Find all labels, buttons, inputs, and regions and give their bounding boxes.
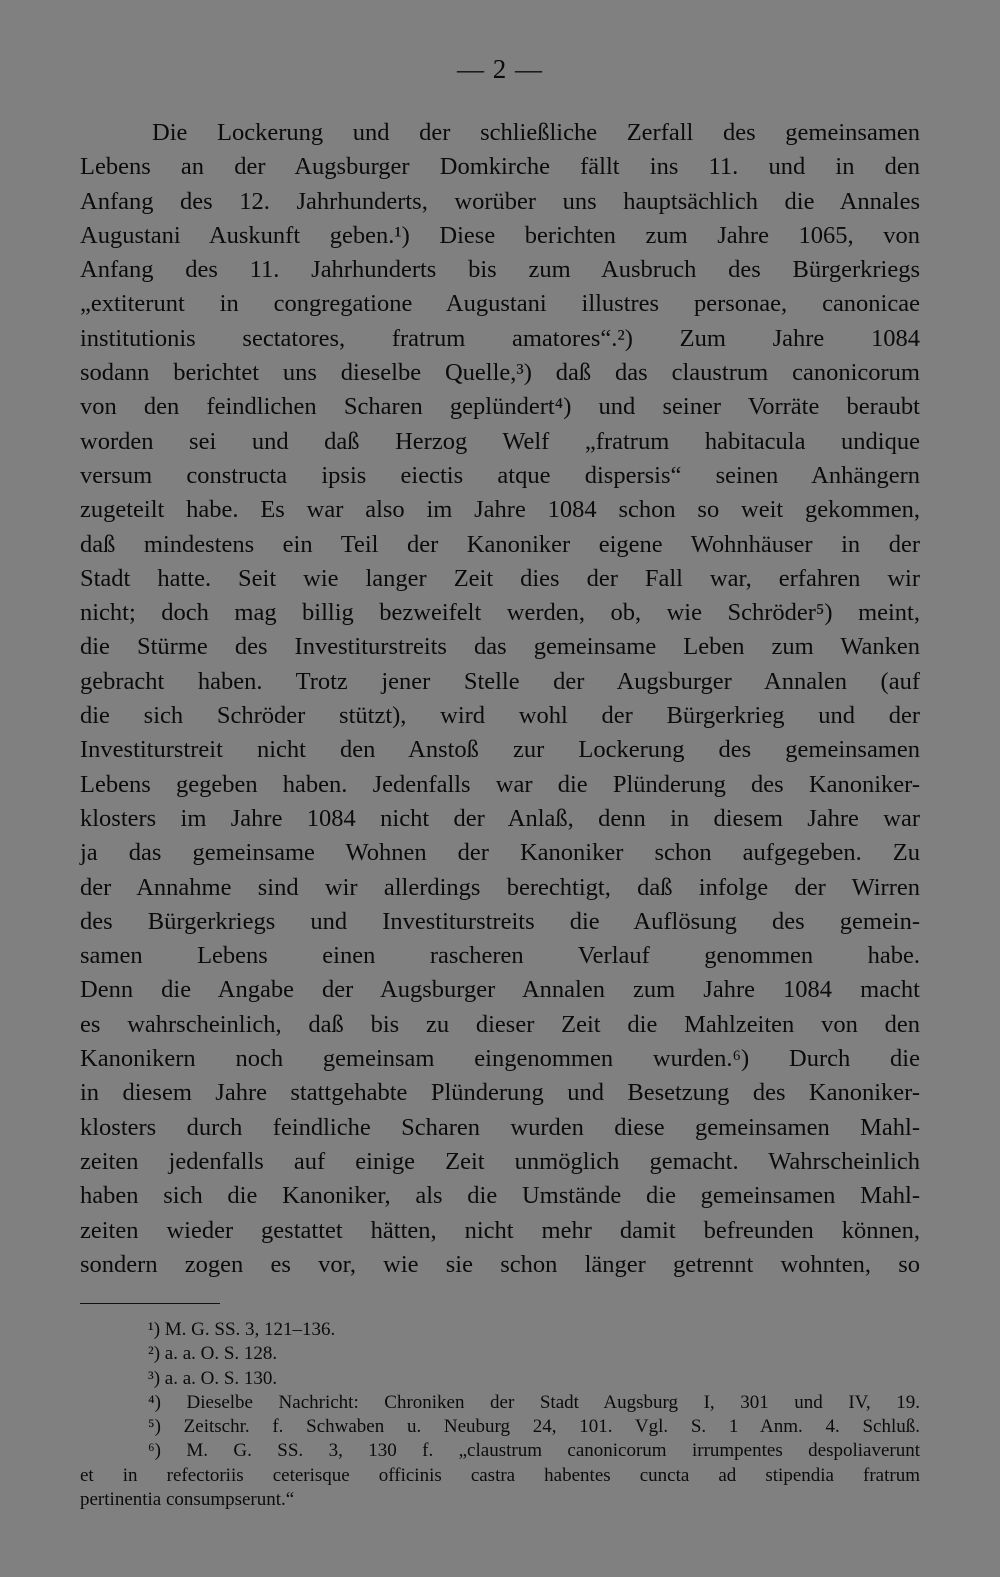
text-line: in diesem Jahre stattgehabte Plünderung und Besetzung des Kanoniker-: [80, 1079, 920, 1107]
text-line: Die Lockerung und der schließliche Zerfall des gemeinsamen: [152, 119, 920, 146]
footnote: ³) a. a. O. S. 130.: [148, 1367, 278, 1389]
text-line: die sich Schröder stützt), wird wohl der Bürgerkrieg und der: [80, 702, 920, 730]
footnote-continuation: pertinentia consumpserunt.“: [80, 1489, 295, 1511]
text-line: „extiterunt in congregatione Augustani illustres personae, canonicae: [80, 290, 920, 318]
text-line: Augustani Auskunft geben.¹) Diese berichten zum Jahre 1065, von: [80, 221, 920, 249]
text-line: zugeteilt habe. Es war also im Jahre 1084 schon so weit gekommen,: [80, 496, 920, 524]
text-line: Denn die Angabe der Augsburger Annalen zum Jahre 1084 macht: [80, 976, 920, 1004]
text-line: zeiten wieder gestattet hätten, nicht mehr damit befreunden können,: [80, 1216, 920, 1244]
text-line: institutionis sectatores, fratrum amatores“.²) Zum Jahre 1084: [80, 324, 920, 352]
text-line: samen Lebens einen rascheren Verlauf genommen habe.: [80, 942, 920, 970]
footnotes: [80, 1318, 920, 1512]
text-line: der Annahme sind wir allerdings berechtigt, daß infolge der Wirren: [80, 873, 920, 901]
footnote: ⁶) M. G. SS. 3, 130 f. „claustrum canonicorum irrumpentes despoliaverunt: [148, 1440, 920, 1462]
text-line: klosters durch feindliche Scharen wurden diese gemeinsamen Mahl-: [80, 1113, 920, 1141]
body-text: [80, 116, 920, 1282]
text-line: ja das gemeinsame Wohnen der Kanoniker schon aufgegeben. Zu: [80, 839, 920, 867]
text-line: des Bürgerkriegs und Investiturstreits die Auflösung des gemein-: [80, 907, 920, 935]
page-number: — 2 —: [457, 54, 543, 84]
text-line: worden sei und daß Herzog Welf „fratrum habitacula undique: [80, 427, 920, 455]
text-line: nicht; doch mag billig bezweifelt werden, ob, wie Schröder⁵) meint,: [80, 599, 920, 627]
text-line: daß mindestens ein Teil der Kanoniker eigene Wohnhäuser in der: [80, 530, 920, 558]
footnote: ⁵) Zeitschr. f. Schwaben u. Neuburg 24, 101. Vgl. S. 1 Anm. 4. Schluß.: [148, 1416, 920, 1438]
text-line: sodann berichtet uns dieselbe Quelle,³) daß das claustrum canonicorum: [80, 359, 920, 387]
text-line: Lebens an der Augsburger Domkirche fällt ins 11. und in den: [80, 153, 920, 181]
text-line: Stadt hatte. Seit wie langer Zeit dies der Fall war, erfahren wir: [80, 564, 920, 592]
text-line: Lebens gegeben haben. Jedenfalls war die Plünderung des Kanoniker-: [80, 770, 920, 798]
text-line: klosters im Jahre 1084 nicht der Anlaß, denn in diesem Jahre war: [80, 804, 920, 832]
text-line: Anfang des 12. Jahrhunderts, worüber uns hauptsächlich die Annales: [80, 187, 920, 215]
footnote-continuation: et in refectoriis ceterisque officinis castra habentes cuncta ad stipendia fratrum: [80, 1464, 920, 1486]
text-line: zeiten jedenfalls auf einige Zeit unmöglich gemacht. Wahrscheinlich: [80, 1147, 920, 1175]
text-line: Kanonikern noch gemeinsam eingenommen wurden.⁶) Durch die: [80, 1045, 920, 1073]
text-line: sondern zogen es vor, wie sie schon länger getrennt wohnten, so: [80, 1250, 920, 1278]
footnote: ²) a. a. O. S. 128.: [148, 1343, 278, 1365]
text-line: gebracht haben. Trotz jener Stelle der Augsburger Annalen (auf: [80, 667, 920, 695]
text-line: die Stürme des Investiturstreits das gemeinsame Leben zum Wanken: [80, 633, 920, 661]
text-line: von den feindlichen Scharen geplündert⁴) und seiner Vorräte beraubt: [80, 393, 920, 421]
text-line: versum constructa ipsis eiectis atque dispersis“ seinen Anhängern: [80, 461, 920, 489]
footnote-separator: [80, 1303, 220, 1304]
text-line: Investiturstreit nicht den Anstoß zur Lockerung des gemeinsamen: [80, 736, 920, 764]
footnote: ¹) M. G. SS. 3, 121–136.: [148, 1319, 336, 1340]
text-line: es wahrscheinlich, daß bis zu dieser Zeit die Mahlzeiten von den: [80, 1010, 920, 1038]
text-line: haben sich die Kanoniker, als die Umstände die gemeinsamen Mahl-: [80, 1182, 920, 1210]
text-line: Anfang des 11. Jahrhunderts bis zum Ausbruch des Bürgerkriegs: [80, 256, 920, 284]
footnote: ⁴) Dieselbe Nachricht: Chroniken der Stadt Augsburg I, 301 und IV, 19.: [148, 1391, 920, 1413]
